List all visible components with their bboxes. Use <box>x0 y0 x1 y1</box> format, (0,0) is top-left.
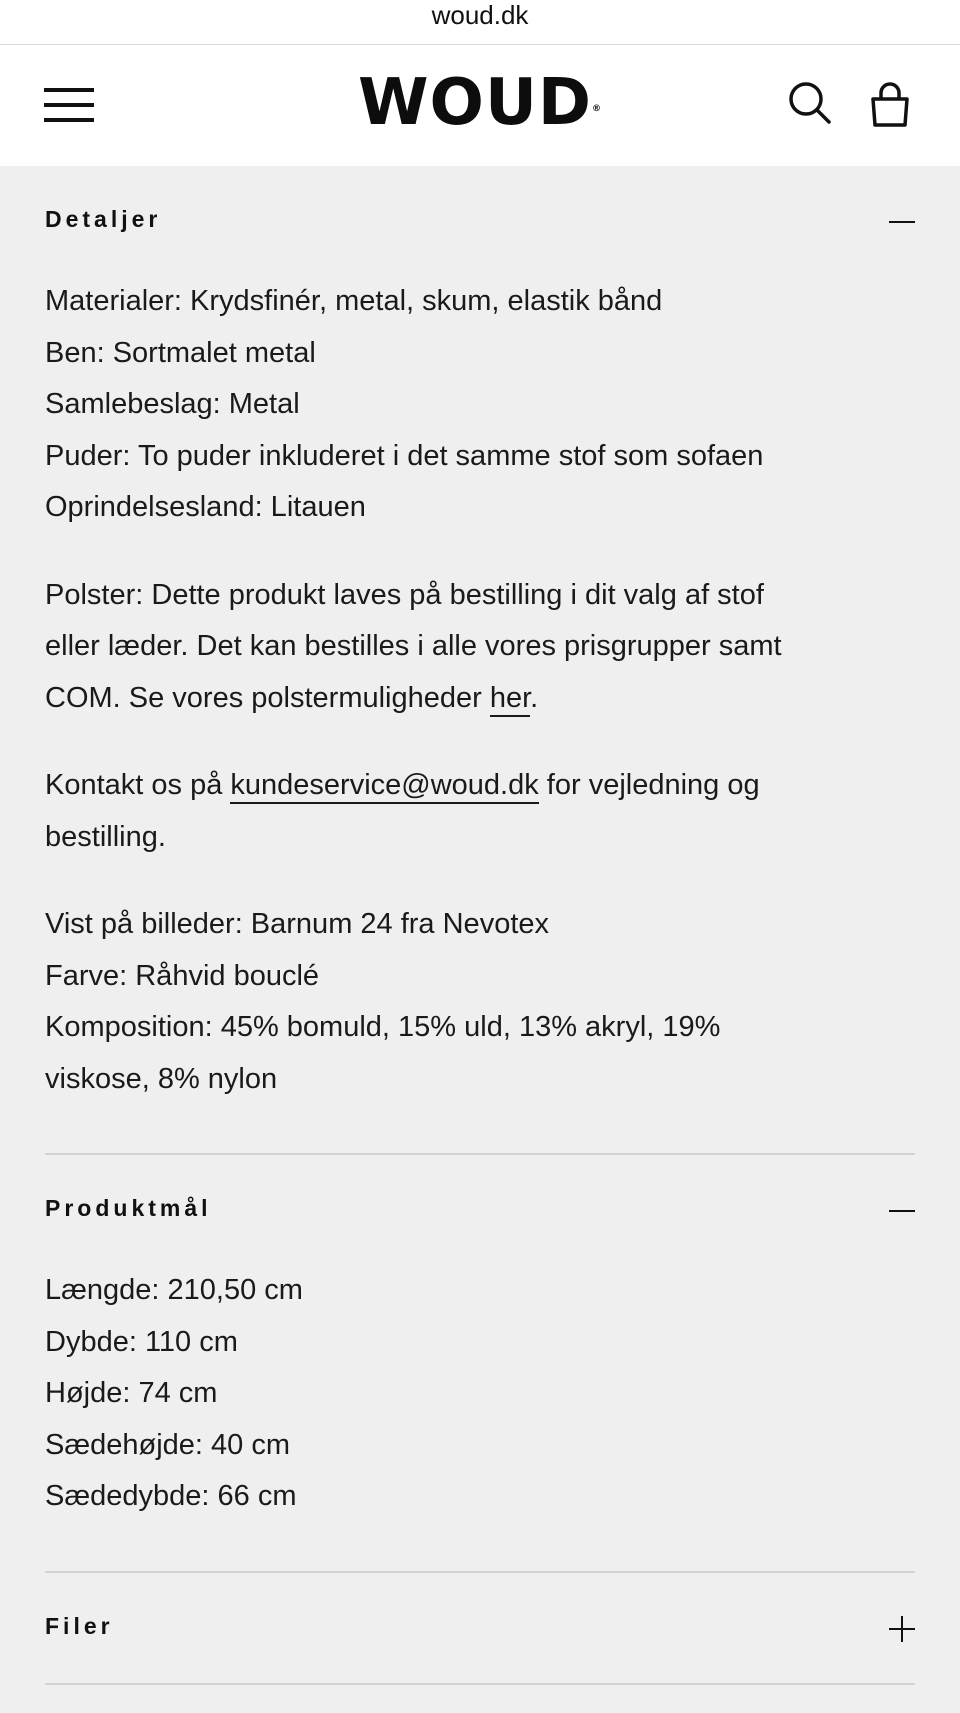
accordion-body-produktmaal <box>45 1265 915 1523</box>
collapse-minus-icon[interactable] <box>889 209 915 235</box>
polster-line: eller læder. Det kan bestilles i alle vores prisgrupper samt <box>45 630 782 662</box>
detail-line: Puder: To puder inkluderet i det samme stof som sofaen <box>45 439 764 472</box>
polster-paragraph <box>45 570 915 725</box>
detail-line: Materialer: Krydsfinér, metal, skum, elastik bånd <box>45 285 663 317</box>
dimension-line: Sædehøjde: 40 cm <box>45 1428 291 1461</box>
fabric-line: Farve: Råhvid bouclé <box>45 959 320 992</box>
kontakt-text: Kontakt os på <box>45 769 231 801</box>
accordion-header-filer[interactable] <box>45 1573 915 1683</box>
section-title-detaljer: Detaljer <box>45 206 162 232</box>
url-text: woud.dk <box>431 0 529 30</box>
dimension-line: Højde: 74 cm <box>45 1377 218 1409</box>
fabric-line: viskose, 8% nylon <box>45 1062 278 1095</box>
details-list <box>45 276 915 534</box>
search-icon[interactable] <box>788 81 832 125</box>
dimension-line: Dybde: 110 cm <box>45 1325 238 1358</box>
section-title-filer: Filer <box>45 1612 114 1639</box>
dimension-line: Sædedybde: 66 cm <box>45 1480 297 1512</box>
woud-logo[interactable] <box>330 66 630 140</box>
polster-options-link[interactable]: her <box>490 682 530 717</box>
collapse-minus-icon[interactable] <box>889 1198 915 1224</box>
fabric-line: Komposition: 45% bomuld, 15% uld, 13% akryl, 19% <box>45 1011 721 1043</box>
browser-url-bar[interactable] <box>0 0 960 45</box>
fabric-line: Vist på billeder: Barnum 24 fra Nevotex <box>45 908 550 940</box>
dimension-line: Længde: 210,50 cm <box>45 1274 303 1306</box>
logo-registered-mark: ® <box>592 104 603 114</box>
polster-text: COM. Se vores polstermuligheder <box>45 681 490 714</box>
section-title-produktmaal: Produktmål <box>45 1195 212 1221</box>
accordion-header-produktmaal[interactable] <box>45 1155 915 1265</box>
expand-plus-icon[interactable] <box>889 1616 915 1642</box>
product-accordion <box>45 166 915 1685</box>
kontakt-line: bestilling. <box>45 820 166 853</box>
shown-fabric-list <box>45 899 915 1105</box>
polster-period: . <box>530 681 539 714</box>
kontakt-paragraph <box>45 760 915 863</box>
shopping-bag-icon[interactable] <box>868 81 912 129</box>
kontakt-text: for vejledning og <box>538 769 760 801</box>
kontakt-line <box>45 760 915 812</box>
section-divider <box>45 1683 915 1685</box>
polster-line <box>45 673 915 725</box>
polster-line: Polster: Dette produkt laves på bestilling i dit valg af stof <box>45 578 764 611</box>
detail-line: Oprindelsesland: Litauen <box>45 491 366 523</box>
accordion-body-detaljer <box>45 276 915 1105</box>
logo-text: WOUD <box>357 66 593 140</box>
site-header <box>0 45 960 166</box>
hamburger-menu-icon[interactable] <box>44 88 94 122</box>
detail-line: Samlebeslag: Metal <box>45 388 300 420</box>
detail-line: Ben: Sortmalet metal <box>45 336 316 369</box>
accordion-header-detaljer[interactable] <box>45 166 915 276</box>
customer-service-email-link[interactable]: kundeservice@woud.dk <box>230 769 538 804</box>
